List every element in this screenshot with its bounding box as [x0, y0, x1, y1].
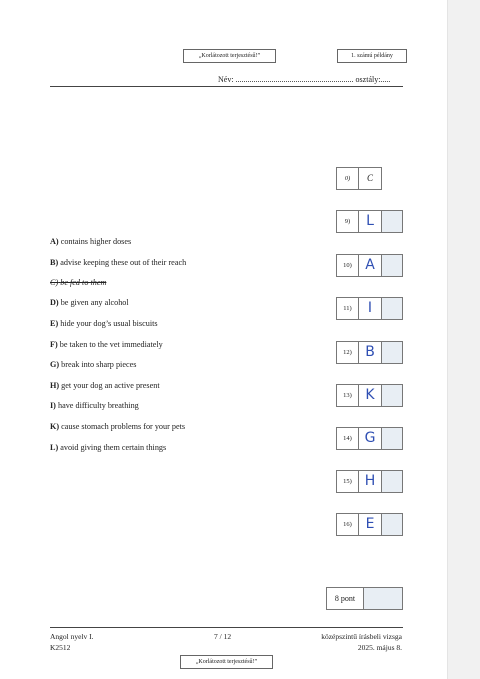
option-item: B) advise keeping these out of their reach	[50, 258, 187, 267]
answer-number: 12)	[337, 342, 359, 363]
footer-rule	[50, 627, 403, 628]
points-label: 8 pont	[327, 588, 364, 609]
footer-date: 2025. május 8.	[357, 643, 402, 652]
footer-subject: Angol nyelv I.	[50, 632, 94, 641]
score-cell	[382, 514, 402, 535]
answer-box-13[interactable]	[336, 384, 403, 407]
answer-box-11[interactable]	[336, 297, 403, 320]
answer-letter[interactable]: H	[359, 471, 382, 492]
answer-box-16[interactable]	[336, 513, 403, 536]
option-item-example-used: C) be fed to them	[50, 278, 107, 287]
answer-number: 10)	[337, 255, 359, 276]
answer-box-14[interactable]	[336, 427, 403, 450]
footer-exam-type: középszintű írásbeli vizsga	[321, 632, 402, 641]
score-cell	[382, 342, 402, 363]
answer-letter[interactable]: E	[359, 514, 382, 535]
restricted-label-bottom: „Korlátozott terjesztésű!”	[180, 655, 273, 669]
answer-letter[interactable]: L	[359, 211, 382, 232]
answer-letter[interactable]: B	[359, 342, 382, 363]
answer-number: 9)	[337, 211, 359, 232]
option-item: H) get your dog an active present	[50, 381, 160, 390]
score-cell	[382, 428, 402, 449]
answer-number: 14)	[337, 428, 359, 449]
option-item: A) contains higher doses	[50, 237, 132, 246]
option-item: L) avoid giving them certain things	[50, 443, 167, 452]
score-cell	[382, 298, 402, 319]
option-item: I) have difficulty breathing	[50, 401, 139, 410]
score-cell	[382, 211, 402, 232]
option-item: E) hide your dog’s usual biscuits	[50, 319, 158, 328]
option-item: D) be given any alcohol	[50, 298, 129, 307]
restricted-label-top: „Korlátozott terjesztésű!”	[183, 49, 276, 63]
answer-number: 11)	[337, 298, 359, 319]
answer-box-12[interactable]	[336, 341, 403, 364]
example-answer-box	[336, 167, 382, 190]
answer-letter[interactable]: I	[359, 298, 382, 319]
score-cell	[382, 471, 402, 492]
example-letter: C	[366, 173, 373, 183]
header-rule	[50, 86, 403, 87]
page-edge	[447, 0, 480, 679]
score-cell	[382, 255, 402, 276]
option-item: F) be taken to the vet immediately	[50, 340, 163, 349]
answer-letter[interactable]: K	[359, 385, 382, 406]
answer-letter[interactable]: A	[359, 255, 382, 276]
option-item: K) cause stomach problems for your pets	[50, 422, 186, 431]
copy-number-label: 1. számú példány	[337, 49, 407, 63]
score-cell	[382, 385, 402, 406]
option-item: G) break into sharp pieces	[50, 360, 137, 369]
answer-box-10[interactable]	[336, 254, 403, 277]
answer-letter[interactable]: G	[359, 428, 382, 449]
points-box	[326, 587, 403, 610]
answer-number: 16)	[337, 514, 359, 535]
points-score-cell	[364, 588, 402, 609]
answer-box-15[interactable]	[336, 470, 403, 493]
answer-number: 15)	[337, 471, 359, 492]
answer-number: 13)	[337, 385, 359, 406]
example-number: 0)	[337, 168, 359, 189]
name-class-line: Név: ........................................................... osztály:.....	[218, 75, 391, 84]
footer-code: K2512	[50, 643, 71, 652]
footer-page-number: 7 / 12	[214, 632, 232, 641]
answer-box-9[interactable]	[336, 210, 403, 233]
